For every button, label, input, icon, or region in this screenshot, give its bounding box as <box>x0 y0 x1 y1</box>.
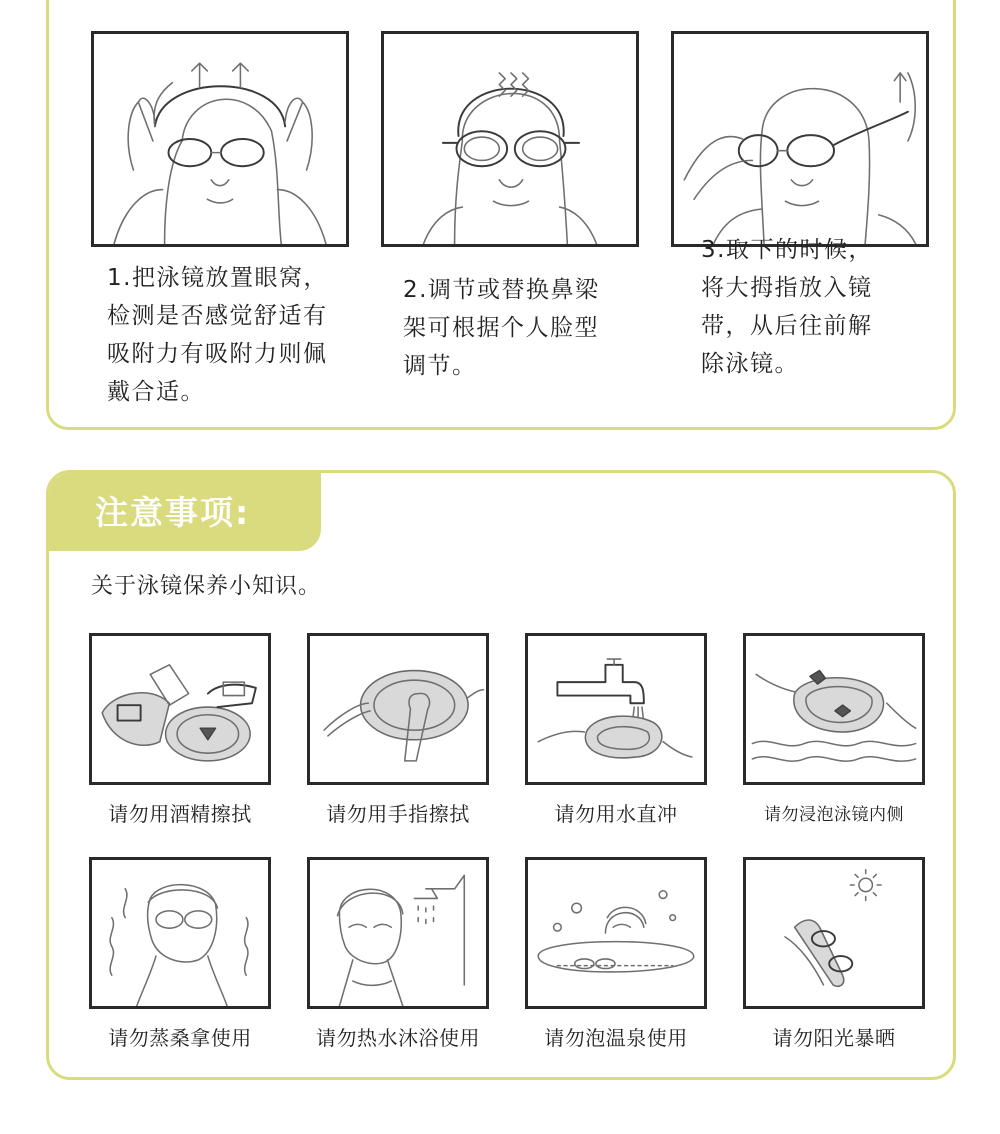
care-item-1-illustration <box>89 633 271 785</box>
step-1-illustration <box>91 31 349 247</box>
care-item-7-illustration <box>525 857 707 1009</box>
care-item-6-illustration <box>307 857 489 1009</box>
care-item-6-caption: 请勿热水沐浴使用 <box>316 1026 480 1050</box>
care-item-4-caption: 请勿浸泡泳镜内侧 <box>764 805 904 825</box>
finger-wipe-icon <box>310 636 486 782</box>
soak-goggles-icon <box>746 636 922 782</box>
step-2-illustration <box>381 31 639 247</box>
care-item-4-illustration <box>743 633 925 785</box>
hot-spring-icon <box>528 860 704 1006</box>
care-item-5-caption: 请勿蒸桑拿使用 <box>108 1026 252 1050</box>
alcohol-wipe-icon <box>92 636 268 782</box>
care-item-2-caption: 请勿用手指擦拭 <box>326 802 470 826</box>
step-1-text: 1.把泳镜放置眼窝， 检测是否感觉舒适有 吸附力有吸附力则佩 戴合适。 <box>107 265 328 405</box>
faucet-rinse-icon <box>528 636 704 782</box>
step-3-text: 3.取下的时候， 将大拇指放入镜 带，从后往前解 除泳镜。 <box>701 237 873 377</box>
care-item-3-caption: 请勿用水直冲 <box>554 802 678 826</box>
care-item-8-illustration <box>743 857 925 1009</box>
sun-exposure-icon <box>746 860 922 1006</box>
adjust-nose-bridge-icon <box>384 34 636 244</box>
care-item-3-illustration <box>525 633 707 785</box>
hot-shower-icon <box>310 860 486 1006</box>
care-item-8-caption: 请勿阳光暴晒 <box>772 1026 896 1050</box>
sauna-icon <box>92 860 268 1006</box>
section-tab <box>49 473 321 551</box>
step-2-text: 2.调节或替换鼻梁 架可根据个人脸型 调节。 <box>403 277 600 379</box>
put-goggles-on-eyes-icon <box>94 34 346 244</box>
step-3-illustration <box>671 31 929 247</box>
care-item-1-caption: 请勿用酒精擦拭 <box>108 802 252 826</box>
care-tips-panel <box>46 470 956 1080</box>
section-title: 注意事项: <box>95 493 251 532</box>
section-intro: 关于泳镜保养小知识。 <box>91 574 322 599</box>
usage-steps-panel <box>46 0 956 430</box>
care-item-7-caption: 请勿泡温泉使用 <box>544 1026 688 1050</box>
care-item-2-illustration <box>307 633 489 785</box>
care-item-5-illustration <box>89 857 271 1009</box>
remove-goggles-icon <box>674 34 926 244</box>
